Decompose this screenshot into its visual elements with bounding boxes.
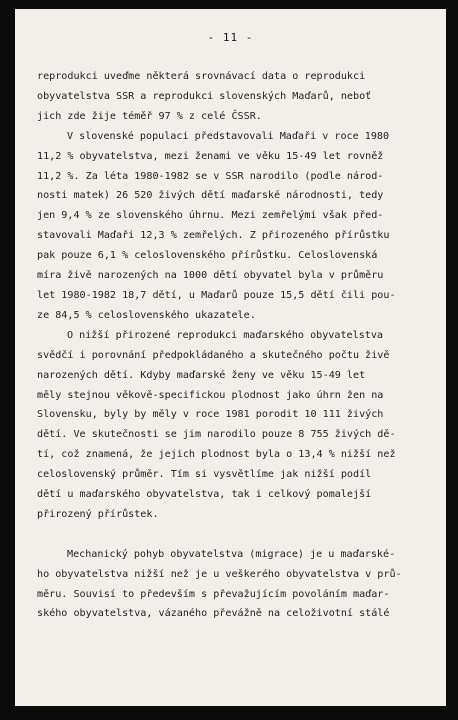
text-line: míra živě narozených na 1000 dětí obyvatel byla v průměru xyxy=(37,270,384,282)
text-line: Slovensku, byly by měly v roce 1981 porodit 10 111 živých xyxy=(37,409,384,421)
text-line: ze 84,5 % celoslovenského ukazatele. xyxy=(37,309,256,321)
text-line: stavovali Maďaři 12,3 % zemřelých. Z přirozeného přírůstku xyxy=(37,230,390,242)
body-text xyxy=(37,67,407,624)
text-line: 11,2 % obyvatelstva, mezi ženami ve věku 15-49 let rovněž xyxy=(37,150,384,162)
text-line: celoslovenský průměr. Tím si vysvětlíme jak nižší podíl xyxy=(37,469,372,481)
text-line: nosti matek) 26 520 živých dětí maďarské národnosti, tedy xyxy=(37,190,384,202)
text-line: obyvatelstva SSR a reprodukci slovenských Maďarů, neboť xyxy=(37,90,372,102)
text-line: narozených dětí. Kdyby maďarské ženy ve věku 15-49 let xyxy=(37,369,366,381)
text-line: měru. Souvisí to především s převažujícím povoláním maďar- xyxy=(37,588,390,600)
text-line: měly stejnou věkově-specifickou plodnost jako úhrn žen na xyxy=(37,389,384,401)
text-line: Mechanický pohyb obyvatelstva (migrace) je u maďarské- xyxy=(67,548,396,560)
text-line: ského obyvatelstva, vázaného převážně na celoživotní stálé xyxy=(37,608,390,620)
text-line: reprodukci uveďme některá srovnávací data o reprodukci xyxy=(37,71,366,82)
text-line: 11,2 %. Za léta 1980-1982 se v SSR narodilo (podle národ- xyxy=(37,170,384,182)
text-line: let 1980-1982 18,7 dětí, u Maďarů pouze 15,5 dětí čili pou- xyxy=(37,289,396,301)
text-line: V slovenské populaci představovali Maďaři v roce 1980 xyxy=(67,130,390,142)
text-line: pak pouze 6,1 % celoslovenského přírůstku. Celoslovenská xyxy=(37,250,378,262)
text-line: dětí u maďarského obyvatelstva, tak i celkový pomalejší xyxy=(37,489,372,501)
text-line: dětí. Ve skutečnosti se jim narodilo pouze 8 755 živých dě- xyxy=(37,429,396,441)
text-line: O nižší přirozené reprodukci maďarského obyvatelstva xyxy=(67,329,384,341)
text-line: ho obyvatelstva nižší než je u veškerého obyvatelstva v prů- xyxy=(37,568,402,580)
document-page xyxy=(15,9,446,706)
page-number: - 11 - xyxy=(207,31,254,44)
text-line: přirozený přírůstek. xyxy=(37,508,159,520)
text-line: tí, což znamená, že jejich plodnost byla o 13,4 % nižší než xyxy=(37,449,396,461)
text-line: svědčí i porovnání předpokládaného a skutečného počtu živě xyxy=(37,349,390,361)
text-line: jich zde žije téměř 97 % z celé ČSSR. xyxy=(37,110,262,122)
text-line: jen 9,4 % ze slovenského úhrnu. Mezi zemřelými však před- xyxy=(37,210,384,222)
text-line xyxy=(37,525,407,545)
